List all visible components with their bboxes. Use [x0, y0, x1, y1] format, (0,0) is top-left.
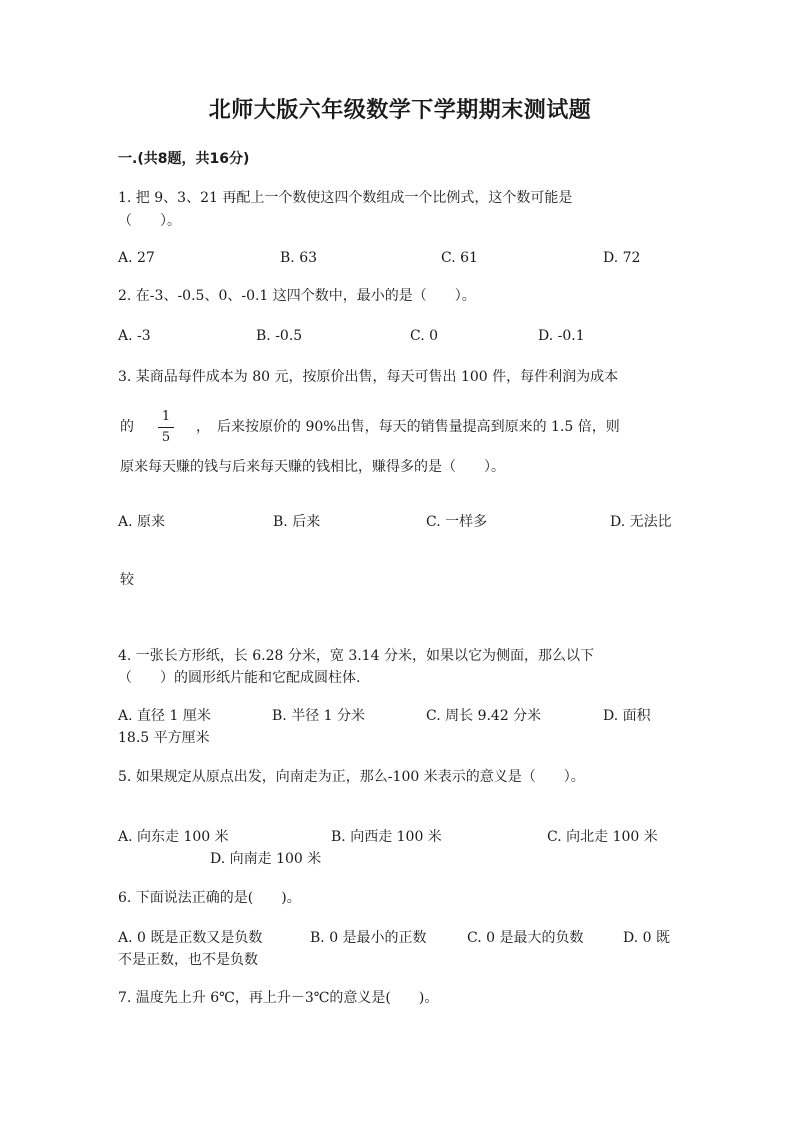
q5-option-d: D. 向南走 100 米 — [210, 851, 322, 867]
q3-text-line1: 3. 某商品每件成本为 80 元，按原价出售，每天可售出 100 件，每件利润为成本 — [118, 369, 619, 385]
q2-option-d: D. -0.1 — [538, 328, 585, 344]
q3-option-d: D. 无法比 — [610, 514, 672, 530]
q4-option-c: C. 周长 9.42 分米 — [426, 708, 542, 724]
q4-text: 4. 一张长方形纸，长 6.28 分米，宽 3.14 分米，如果以它为侧面，那么以下 — [118, 648, 594, 664]
q4-blank: （ ）的圆形纸片能和它配成圆柱体. — [118, 670, 361, 686]
q4-option-a: A. 直径 1 厘米 — [118, 708, 211, 724]
q6-option-d: D. 0 既 — [623, 930, 670, 946]
section-heading: 一.(共8题，共16分) — [118, 151, 250, 167]
q3-text-pre-fraction: 的 — [120, 419, 134, 435]
fraction-denominator: 5 — [161, 430, 171, 445]
page-title: 北师大版六年级数学下学期期末测试题 — [208, 98, 592, 123]
q2-text: 2. 在-3、-0.5、0、-0.1 这四个数中，最小的是（ ）。 — [118, 288, 476, 304]
q5-option-c: C. 向北走 100 米 — [547, 829, 658, 845]
q1-option-d: D. 72 — [603, 250, 641, 266]
q1-blank: （ ）。 — [118, 213, 181, 229]
q5-text: 5. 如果规定从原点出发，向南走为正，那么-100 米表示的意义是（ ）。 — [118, 769, 585, 785]
q1-text: 1. 把 9、3、21 再配上一个数使这四个数组成一个比例式，这个数可能是 — [118, 190, 573, 206]
q1-option-a: A. 27 — [118, 250, 155, 266]
q5-option-b: B. 向西走 100 米 — [331, 829, 442, 845]
q7-text: 7. 温度先上升 6℃，再上升－3℃的意义是( )。 — [118, 990, 439, 1006]
q6-option-c: C. 0 是最大的负数 — [467, 930, 584, 946]
q3-option-a: A. 原来 — [118, 514, 166, 530]
q6-text: 6. 下面说法正确的是( )。 — [118, 890, 301, 906]
q1-option-b: B. 63 — [280, 250, 318, 266]
q2-option-b: B. -0.5 — [256, 328, 303, 344]
q6-option-d-continued: 不是正数，也不是负数 — [118, 952, 258, 968]
q2-option-c: C. 0 — [410, 328, 439, 344]
q5-option-a: A. 向东走 100 米 — [118, 829, 229, 845]
q3-option-c: C. 一样多 — [426, 514, 488, 530]
q2-option-a: A. -3 — [118, 328, 151, 344]
q3-option-b: B. 后来 — [273, 514, 321, 530]
q3-text-line3: 原来每天赚的钱与后来每天赚的钱相比，赚得多的是（ ）。 — [120, 459, 505, 475]
q6-option-a: A. 0 既是正数又是负数 — [118, 930, 263, 946]
q1-option-c: C. 61 — [441, 250, 478, 266]
fraction-numerator: 1 — [161, 409, 171, 424]
q4-option-d-continued: 18.5 平方厘米 — [118, 730, 210, 746]
q4-option-b: B. 半径 1 分米 — [272, 708, 365, 724]
q6-option-b: B. 0 是最小的正数 — [310, 930, 427, 946]
q3-option-d-continued: 较 — [120, 572, 134, 588]
fraction-bar — [158, 427, 174, 428]
fraction-one-fifth — [157, 410, 175, 445]
q4-option-d: D. 面积 — [603, 708, 651, 724]
q3-text-line2: ， 后来按原价的 90%出售，每天的销售量提高到原来的 1.5 倍，则 — [196, 419, 620, 435]
